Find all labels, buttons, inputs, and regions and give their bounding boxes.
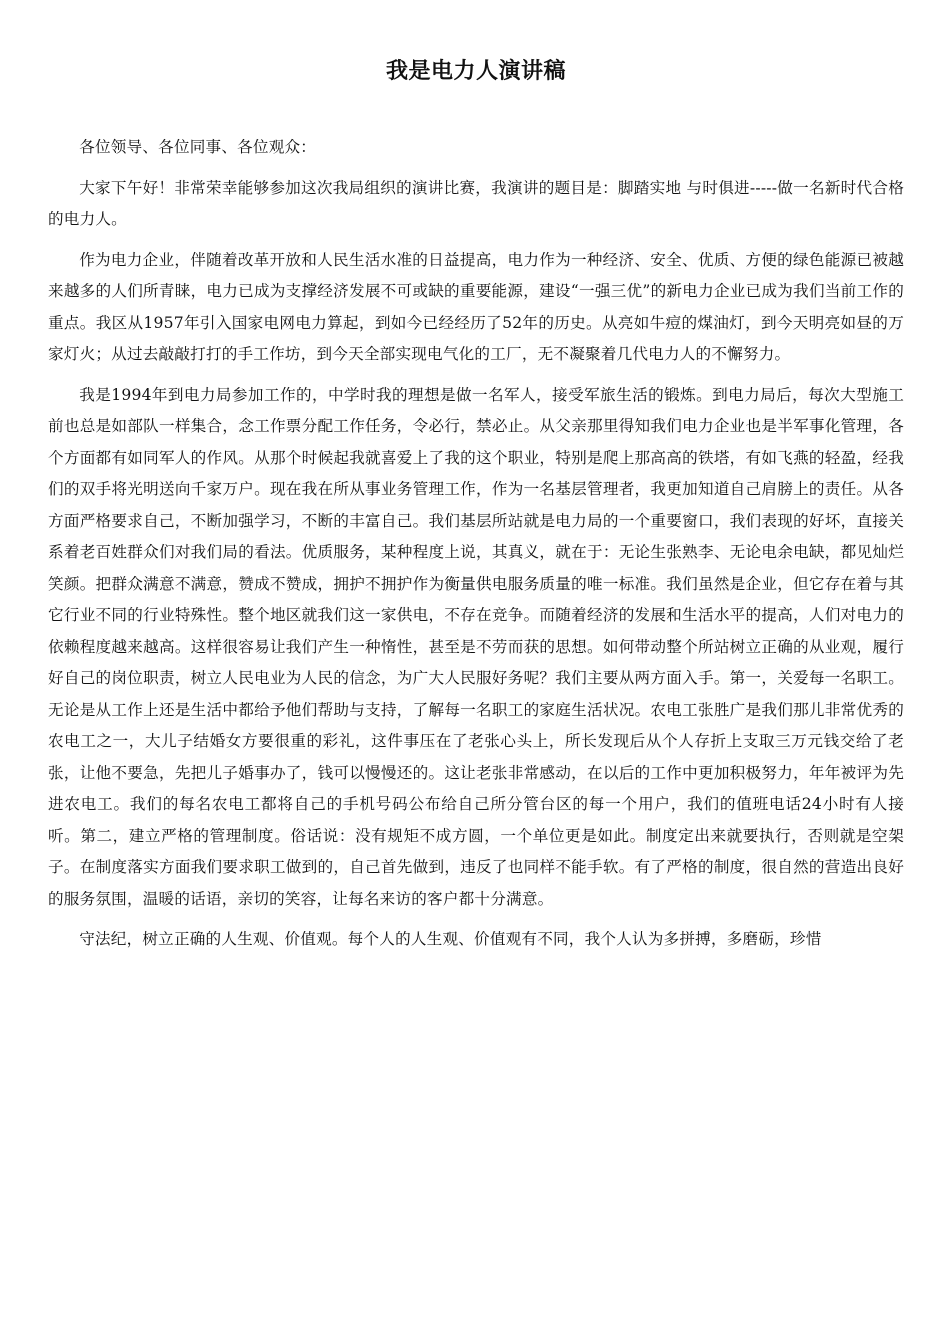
paragraph-personal-story: 我是1994年到电力局参加工作的，中学时我的理想是做一名军人，接受军旅生活的锻炼。到电力局后，每次大型施工前也总是如部队一样集合，念工作票分配工作任务，令必行，禁必止。从父亲那里得知我们电力企业也是半军事化管理，各个方面都有如同军人的作风。从那个时候起我就喜爱上了我的这个职业，特别是爬上那高高的铁塔，有如飞燕的轻盈，经我们的双手将光明送向千家万户。现在我在所从事业务管理工作，作为一名基层管理者，我更加知道自己肩膀上的责任。从各方面严格要求自己，不断加强学习，不断的丰富自己。我们基层所站就是电力局的一个重要窗口，我们表现的好坏，直接关系着老百姓群众们对我们局的看法。优质服务，某种程度上说，其真义，就在于：无论生张熟李、无论电余电缺，都见灿烂笑颜。把群众满意不满意，赞成不赞成，拥护不拥护作为衡量供电服务质量的唯一标准。我们虽然是企业，但它存在着与其它行业不同的行业特殊性。整个地区就我们这一家供电，不存在竞争。而随着经济的发展和生活水平的提高，人们对电力的依赖程度越来越高。这样很容易让我们产生一种惰性，甚至是不劳而获的思想。如何带动整个所站树立正确的从业观，履行好自己的岗位职责，树立人民电业为人民的信念，为广大人民服好务呢？我们主要从两方面入手。第一，关爱每一名职工。无论是从工作上还是生活中都给予他们帮助与支持，了解每一名职工的家庭生活状况。农电工张胜广是我们那儿非常优秀的农电工之一，大儿子结婚女方要很重的彩礼，这件事压在了老张心头上，所长发现后从个人存折上支取三万元钱交给了老张，让他不要急，先把儿子婚事办了，钱可以慢慢还的。这让老张非常感动，在以后的工作中更加积极努力，年年被评为先进农电工。我们的每名农电工都将自己的手机号码公布给自己所分管台区的每一个用户，我们的值班电话24小时有人接听。第二，建立严格的管理制度。俗话说：没有规矩不成方圆，一个单位更是如此。制度定出来就要执行，否则就是空架子。在制度落实方面我们要求职工做到的，自己首先做到，违反了也同样不能手软。有了严格的制度，很自然的营造出良好的服务氛围，温暖的话语，亲切的笑容，让每名来访的客户都十分满意。: [48, 385, 904, 908]
document-title: 我是电力人演讲稿: [385, 59, 566, 84]
paragraph-values: 守法纪，树立正确的人生观、价值观。每个人的人生观、价值观有不同，我个人认为多拼搏，多磨砺，珍惜: [79, 930, 822, 948]
document-page: [48, 56, 904, 965]
paragraph-greeting: 各位领导、各位同事、各位观众：: [79, 138, 317, 156]
paragraph-opening: 大家下午好！非常荣幸能够参加这次我局组织的演讲比赛，我演讲的题目是：脚踏实地 与时俱进-----做一名新时代合格的电力人。: [48, 178, 904, 228]
paragraph-electric-enterprise: 作为电力企业，伴随着改革开放和人民生活水准的日益提高，电力作为一种经济、安全、优质、方便的绿色能源已被越来越多的人们所青睐，电力已成为支撑经济发展不可或缺的重要能源，建设“一强三优”的新电力企业已成为我们当前工作的重点。我区从1957年引入国家电网电力算起，到如今已经经历了52年的历史。从亮如牛痘的煤油灯，到今天明亮如昼的万家灯火；从过去敲敲打打的手工作坊，到今天全部实现电气化的工厂，无不凝聚着几代电力人的不懈努力。: [48, 250, 904, 363]
